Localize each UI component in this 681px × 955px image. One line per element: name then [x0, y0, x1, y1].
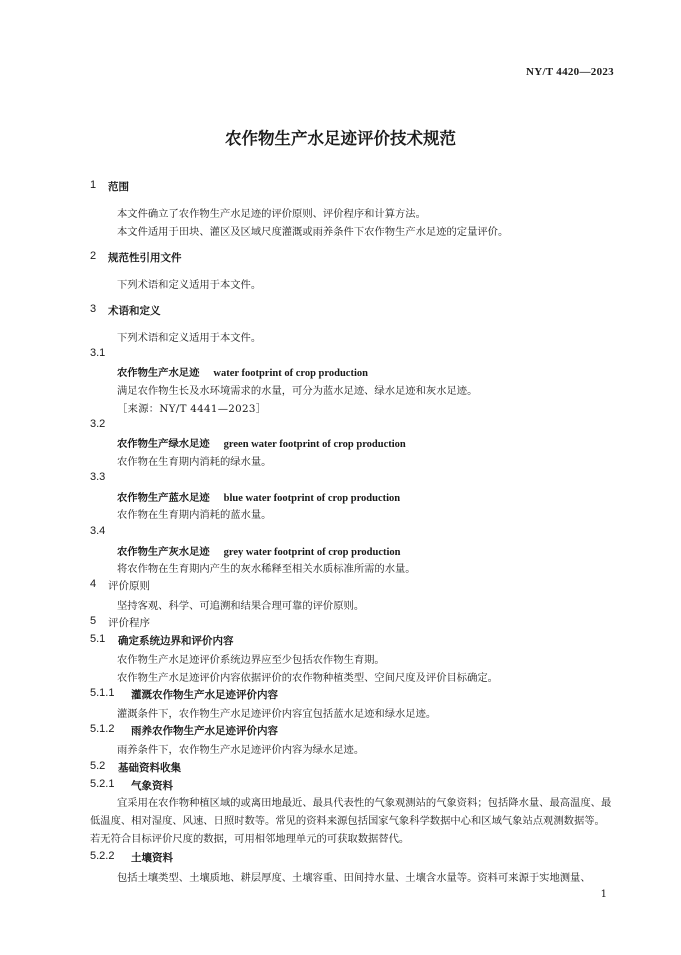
section-5-2-2-number: 5.2.2 [90, 850, 115, 862]
section-1-heading: 范围 [108, 181, 129, 193]
section-5-2-heading: 基础资料收集 [118, 762, 181, 774]
section-5-1-heading: 确定系统边界和评价内容 [118, 635, 234, 647]
term-3-4-en: grey water footprint of crop production [223, 547, 401, 558]
section-5-2-1-number: 5.2.1 [90, 778, 115, 790]
section-3-number: 3 [90, 303, 97, 315]
section-5-number: 5 [90, 615, 97, 627]
standard-code: NY/T 4420—2023 [525, 66, 614, 78]
section-5-1-2-heading: 雨养农作物生产水足迹评价内容 [131, 725, 278, 737]
section-3-heading: 术语和定义 [108, 305, 161, 317]
section-5-1-1-paragraph-1: 灌溉条件下，农作物生产水足迹评价内容宜包括蓝水足迹和绿水足迹。 [117, 708, 437, 720]
term-3-2-definition: 农作物在生育期内消耗的绿水量。 [117, 456, 272, 468]
section-2-paragraph-1: 下列术语和定义适用于本文件。 [117, 279, 262, 291]
section-5-1-number: 5.1 [90, 633, 106, 645]
term-3-1-definition: 满足农作物生长及水环境需求的水量，可分为蓝水足迹、绿水足迹和灰水足迹。 [117, 385, 478, 397]
term-3-4-number: 3.4 [90, 525, 106, 537]
section-5-heading: 评价程序 [108, 617, 150, 629]
section-4-heading: 评价原则 [108, 580, 150, 592]
term-3-2 [117, 435, 406, 450]
section-5-1-1-heading: 灌溉农作物生产水足迹评价内容 [131, 689, 278, 701]
section-5-2-1-paragraph-1: 宜采用在农作物种植区域的或离田地最近、最具代表性的气象观测站的气象资料；包括降水量、最高温度、最低温度、相对湿度、风速、日照时数等。常见的资料来源包括国家气象科学数据中心和区域气象站点观测数据等。若无符合目标评价尺度的数据，可用相邻地理单元的可获取数据替代。 [90, 797, 612, 845]
term-3-3-definition: 农作物在生育期内消耗的蓝水量。 [117, 509, 272, 521]
section-1-paragraph-1: 本文件确立了农作物生产水足迹的评价原则、评价程序和计算方法。 [117, 208, 426, 220]
term-3-3-en: blue water footprint of crop production [223, 493, 401, 504]
term-3-2-number: 3.2 [90, 418, 106, 430]
term-3-4 [117, 543, 401, 558]
section-5-1-2-paragraph-1: 雨养条件下，农作物生产水足迹评价内容为绿水足迹。 [117, 744, 365, 756]
term-3-3-number: 3.3 [90, 471, 106, 483]
term-3-1-number: 3.1 [90, 347, 106, 359]
page-title: 农作物生产水足迹评价技术规范 [225, 129, 456, 148]
term-3-2-en: green water footprint of crop production [223, 439, 406, 450]
section-5-1-1-number: 5.1.1 [90, 687, 115, 699]
section-5-2-number: 5.2 [90, 760, 106, 772]
section-2-number: 2 [90, 250, 97, 262]
term-3-1-source: ［来源：NY/T 4441—2023］ [117, 403, 267, 415]
section-5-2-2-heading: 土壤资料 [131, 852, 173, 864]
section-5-1-2-number: 5.1.2 [90, 723, 115, 735]
section-4-paragraph-1: 坚持客观、科学、可追溯和结果合理可靠的评价原则。 [117, 600, 365, 612]
section-1-number: 1 [90, 179, 97, 191]
term-3-3-cn: 农作物生产蓝水足迹 [117, 492, 210, 504]
term-3-1-cn: 农作物生产水足迹 [117, 367, 200, 379]
section-4-number: 4 [90, 578, 97, 590]
term-3-4-definition: 将农作物在生育期内产生的灰水稀释至相关水质标准所需的水量。 [117, 563, 416, 575]
section-3-paragraph-1: 下列术语和定义适用于本文件。 [117, 332, 262, 344]
section-2-heading: 规范性引用文件 [108, 252, 182, 264]
term-3-3 [117, 489, 400, 504]
section-5-2-2-paragraph-1: 包括土壤类型、土壤质地、耕层厚度、土壤容重、田间持水量、土壤含水量等。资料可来源于实地测量、 [117, 872, 591, 884]
term-3-1-en: water footprint of crop production [213, 368, 368, 379]
term-3-1 [117, 364, 368, 379]
section-1-paragraph-2: 本文件适用于田块、灌区及区域尺度灌溉或雨养条件下农作物生产水足迹的定量评价。 [117, 226, 509, 238]
section-5-1-paragraph-1: 农作物生产水足迹评价系统边界应至少包括农作物生育期。 [117, 654, 385, 666]
section-5-2-1-heading: 气象资料 [131, 780, 173, 792]
page-number: 1 [600, 889, 607, 900]
term-3-4-cn: 农作物生产灰水足迹 [117, 546, 210, 558]
term-3-2-cn: 农作物生产绿水足迹 [117, 438, 210, 450]
section-5-1-paragraph-2: 农作物生产水足迹评价内容依据评价的农作物种植类型、空间尺度及评价目标确定。 [117, 672, 498, 684]
